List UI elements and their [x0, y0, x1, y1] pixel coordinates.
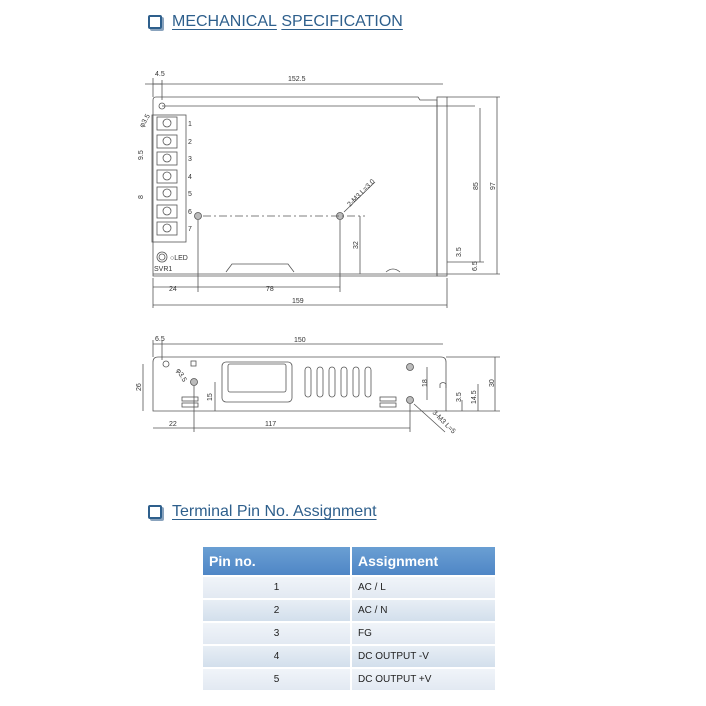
dim-8: 8 — [138, 195, 145, 199]
terminal-block — [157, 117, 177, 235]
terminal-number: 1 — [188, 121, 192, 128]
terminal-number: 2 — [188, 139, 192, 146]
dim-15: 15 — [207, 393, 214, 401]
checkbox-bullet-icon — [148, 505, 162, 519]
pin-cell: 4 — [203, 646, 350, 667]
dim-159: 159 — [292, 298, 304, 305]
top-view-drawing — [138, 71, 500, 308]
dim-24: 24 — [169, 286, 177, 293]
assignment-cell: DC OUTPUT -V — [352, 646, 495, 667]
pin-cell: 2 — [203, 600, 350, 621]
assignment-cell: AC / L — [352, 577, 495, 598]
dim-phi-3-5: φ3.5 — [138, 113, 152, 129]
table-row — [203, 646, 495, 667]
dim-6-5-side: 6.5 — [155, 336, 165, 343]
dim-4-5: 4.5 — [155, 71, 165, 78]
dim-22: 22 — [169, 421, 177, 428]
dim-117: 117 — [265, 421, 277, 428]
terminal-number: 6 — [188, 209, 192, 216]
heading-text: Terminal Pin No. Assignment — [172, 503, 377, 520]
pin-cell: 5 — [203, 669, 350, 690]
heading-text-1: MECHANICAL — [172, 13, 277, 30]
terminal-number: 4 — [188, 174, 192, 181]
dim-78: 78 — [266, 286, 274, 293]
table-row — [203, 577, 495, 598]
svr-label: SVR1 — [154, 266, 173, 273]
led-label: ○LED — [170, 255, 188, 262]
assignment-cell: FG — [352, 623, 495, 644]
pin-cell: 3 — [203, 623, 350, 644]
assignment-cell: DC OUTPUT +V — [352, 669, 495, 690]
pin-cell: 1 — [203, 577, 350, 598]
table-header-row — [203, 547, 495, 575]
table-row — [203, 600, 495, 621]
terminal-number: 7 — [188, 226, 192, 233]
dim-screw-top: 2-M3 L=3.0 — [346, 178, 377, 209]
dim-9-5: 9.5 — [138, 150, 145, 160]
dim-14-5: 14.5 — [471, 390, 478, 404]
header-assignment: Assignment — [352, 547, 495, 575]
terminal-number: 3 — [188, 156, 192, 163]
header-pin-no: Pin no. — [203, 547, 350, 575]
dim-32: 32 — [353, 241, 360, 249]
dim-18: 18 — [422, 379, 429, 387]
table-row — [203, 669, 495, 690]
table-row — [203, 623, 495, 644]
heading-text-2: SPECIFICATION — [281, 13, 403, 30]
assignment-cell: AC / N — [352, 600, 495, 621]
terminal-number: 5 — [188, 191, 192, 198]
dim-30: 30 — [489, 379, 496, 387]
terminal-assignment-heading — [148, 503, 377, 521]
side-view-drawing — [136, 336, 500, 436]
dim-3-5-side: 3.5 — [456, 392, 463, 402]
dim-97: 97 — [490, 182, 497, 190]
dim-152-5: 152.5 — [288, 76, 306, 83]
dim-85: 85 — [473, 182, 480, 190]
dim-phi-3-5-side: φ3.5 — [174, 367, 188, 384]
dim-6-5-top: 6.5 — [472, 261, 479, 271]
dim-150: 150 — [294, 337, 306, 344]
dim-3-5-top: 3.5 — [456, 247, 463, 257]
terminal-pin-table — [201, 545, 497, 692]
dim-26: 26 — [136, 383, 143, 391]
dim-screw-side: 3-M3 L=5 — [430, 409, 457, 436]
